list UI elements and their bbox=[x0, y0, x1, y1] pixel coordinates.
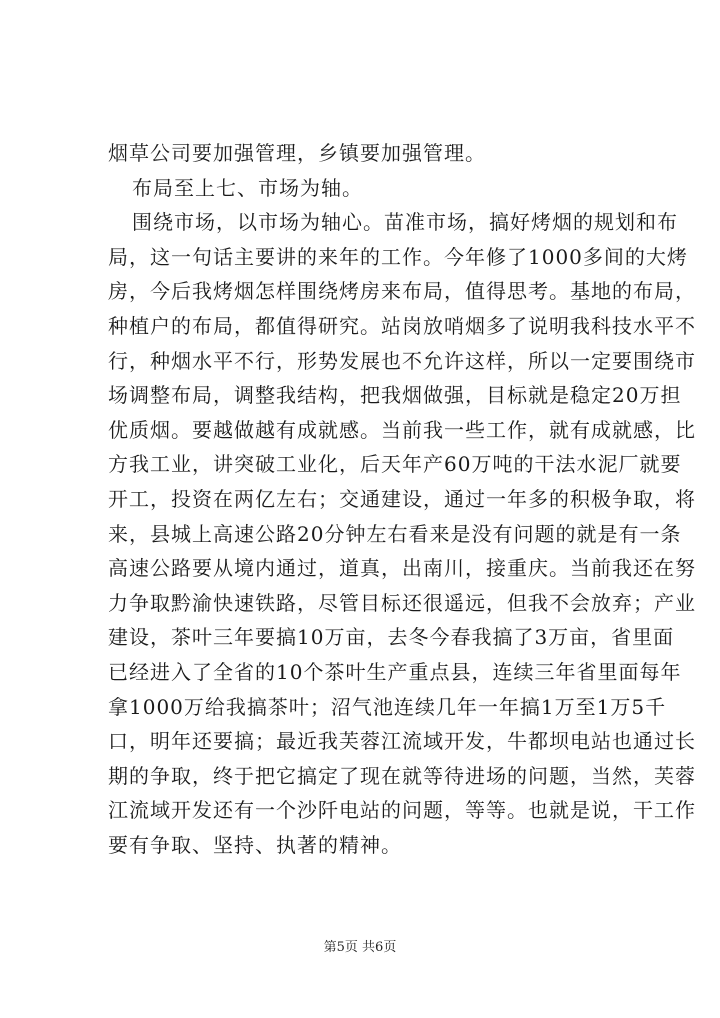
paragraph-line: 烟草公司要加强管理，乡镇要加强管理。 bbox=[108, 141, 486, 165]
section-heading: 布局至上七、市场为轴。 bbox=[132, 175, 363, 200]
paragraph-line: 已经进入了全省的10个茶叶生产重点县，连续三年省里面每年 bbox=[108, 659, 682, 684]
paragraph-line: 方我工业，讲突破工业化，后天年产60万吨的干法水泥厂就要 bbox=[108, 452, 682, 477]
paragraph-line: 拿1000万给我搞茶叶；沼气池连续几年一年搞1万至1万5千 bbox=[108, 694, 667, 719]
paragraph-line: 围绕市场，以市场为轴心。苗准市场，搞好烤烟的规划和布 bbox=[132, 210, 678, 235]
paragraph-line: 江流域开发还有一个沙阡电站的问题，等等。也就是说，干工作 bbox=[108, 798, 696, 823]
paragraph-line: 要有争取、坚持、执著的精神。 bbox=[108, 832, 402, 857]
paragraph-line: 行，种烟水平不行，形势发展也不允许这样，所以一定要围绕市 bbox=[108, 348, 696, 373]
paragraph-line: 期的争取，终于把它搞定了现在就等待进场的问题，当然，芙蓉 bbox=[108, 763, 696, 788]
paragraph-line: 房，今后我烤烟怎样围绕烤房来布局，值得思考。基地的布局， bbox=[108, 279, 696, 304]
paragraph-line: 口，明年还要搞；最近我芙蓉江流域开发，牛都坝电站也通过长 bbox=[108, 729, 696, 754]
body-text bbox=[108, 136, 696, 862]
paragraph-line: 来，县城上高速公路20分钟左右看来是没有问题的就是有一条 bbox=[108, 521, 682, 546]
paragraph-line: 场调整布局，调整我结构，把我烟做强，目标就是稳定20万担 bbox=[108, 383, 682, 408]
paragraph-line: 高速公路要从境内通过，道真，出南川，接重庆。当前我还在努 bbox=[108, 556, 696, 581]
paragraph-line: 开工，投资在两亿左右；交通建设，通过一年多的积极争取，将 bbox=[108, 486, 696, 511]
paragraph-line: 优质烟。要越做越有成就感。当前我一些工作，就有成就感，比 bbox=[108, 417, 696, 442]
paragraph-line: 局，这一句话主要讲的来年的工作。今年修了1000多间的大烤 bbox=[108, 244, 688, 269]
paragraph-line: 力争取黔渝快速铁路，尽管目标还很遥远，但我不会放弃；产业 bbox=[108, 590, 696, 615]
paragraph-line: 种植户的布局，都值得研究。站岗放哨烟多了说明我科技水平不 bbox=[108, 313, 696, 338]
paragraph-line: 建设，茶叶三年要搞10万亩，去冬今春我搞了3万亩，省里面 bbox=[108, 625, 675, 650]
page-number: 第5页 共6页 bbox=[323, 940, 397, 955]
